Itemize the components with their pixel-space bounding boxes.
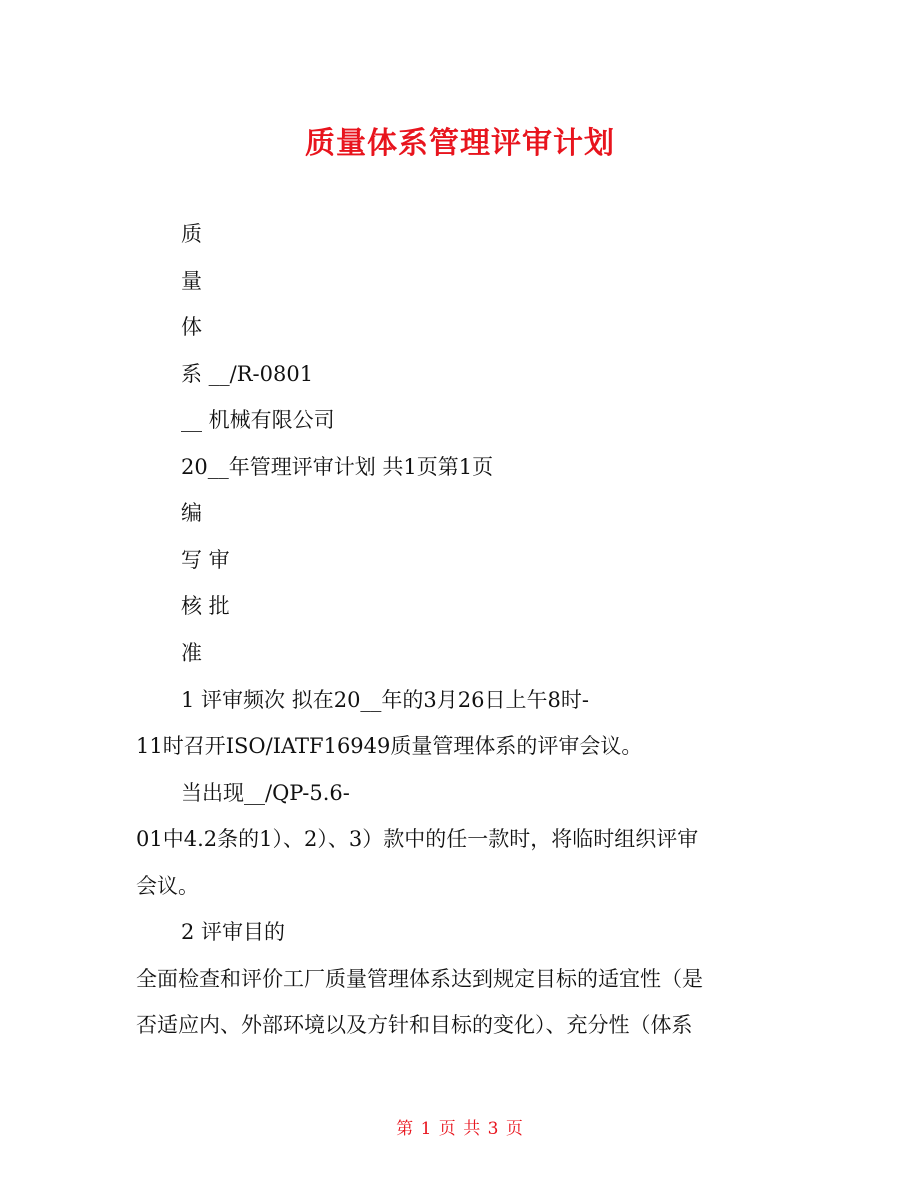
paragraph-line: 当出现__/QP-5.6- xyxy=(181,781,350,805)
text-line: 质 xyxy=(181,222,202,246)
text-line: 20__年管理评审计划 共1页第1页 xyxy=(181,455,494,479)
page-footer: 第 1 页 共 3 页 xyxy=(396,1119,524,1139)
text-line: 编 xyxy=(181,501,202,525)
section-heading: 2 评审目的 xyxy=(181,920,286,944)
paragraph-line: 全面检查和评价工厂质量管理体系达到规定目标的适宜性（是 xyxy=(136,967,703,991)
text-line: 写 审 xyxy=(181,548,230,572)
paragraph-line: 01中4.2条的1）、2）、3）款中的任一款时，将临时组织评审 xyxy=(136,827,699,851)
paragraph-line: 会议。 xyxy=(136,874,199,898)
text-line: 体 xyxy=(181,315,202,339)
text-line: 核 批 xyxy=(181,594,230,618)
paragraph-line: 否适应内、外部环境以及方针和目标的变化）、充分性（体系 xyxy=(136,1013,693,1037)
text-line: __ 机械有限公司 xyxy=(181,408,335,432)
paragraph-line: 11时召开ISO/IATF16949质量管理体系的评审会议。 xyxy=(136,734,643,758)
text-line: 量 xyxy=(181,269,202,293)
text-line: 准 xyxy=(181,641,202,665)
paragraph-line: 1 评审频次 拟在20__年的3月26日上午8时- xyxy=(181,688,589,712)
text-line: 系 __/R-0801 xyxy=(181,362,314,386)
document-title: 质量体系管理评审计划 xyxy=(305,126,615,161)
